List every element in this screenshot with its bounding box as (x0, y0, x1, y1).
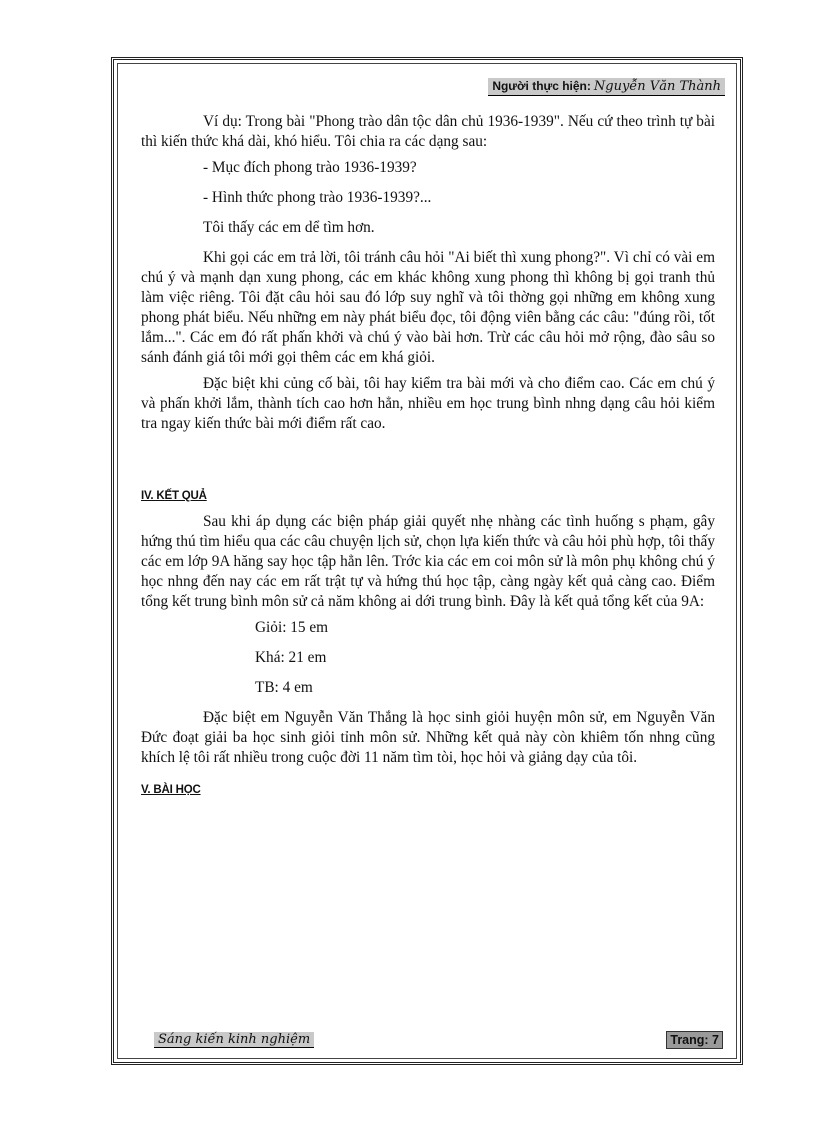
grade-line-average: TB: 4 em (255, 679, 313, 696)
list-item: Tôi thấy các em dể tìm hơn. (203, 219, 375, 236)
paragraph-achievements: Đặc biệt em Nguyễn Văn Thắng là học sinh giỏi huyện môn sử, em Nguyễn Văn Đức đoạt giải ba học sinh giỏi tỉnh môn sử. Những kết quả này còn khiêm tốn nhng cũng khích lệ tôi rất nhiều trong cuộc đời 11 năm tìm tòi, học hỏi và giảng dạy của tôi. (141, 709, 715, 766)
section-heading-results: IV. KẾT QUẢ (141, 490, 207, 502)
paragraph-review: Đặc biệt khi củng cố bài, tôi hay kiểm tra bài mới và cho điểm cao. Các em chú ý và phấn khởi lắm, thành tích cao hơn hẳn, nhiều em học trung bình nhng dạng câu hỏi kiểm tra ngay kiến thức bài mới điểm rất cao. (141, 375, 715, 432)
header-author: Nguyễn Văn Thành (593, 79, 721, 94)
paragraph-questioning: Khi gọi các em trả lời, tôi tránh câu hỏi "Ai biết thì xung phong?". Vì chỉ có vài em chú ý và mạnh dạn xung phong, các em khác không xung phong thì không bị gọi tranh thủ làm việc riêng. Tôi đặt câu hỏi sau đó lớp suy nghĩ và tôi thờng gọi những em không xung phong phát biểu. Nếu những em này phát biểu đọc, tôi động viên bằng các câu: "đúng rồi, tốt lắm...". Các em đó rất phấn khởi và chú ý vào bài hơn. Trừ các câu hỏi mở rộng, đào sâu so sánh đánh giá tôi mới gọi thêm các em khá giỏi. (141, 249, 715, 366)
document-body (141, 112, 715, 806)
footer-title: Sáng kiến kinh nghiệm (154, 1032, 314, 1048)
page-number: Trang: 7 (666, 1031, 723, 1049)
header-label: Người thực hiện: (492, 79, 591, 93)
grade-line-fair: Khá: 21 em (255, 649, 327, 666)
paragraph-example: Ví dụ: Trong bài "Phong trào dân tộc dân chủ 1936-1939". Nếu cứ theo trình tự bài thì kiến thức khá dài, khó hiểu. Tôi chia ra các dạng sau: (141, 113, 715, 150)
list-item: - Mục đích phong trào 1936-1939? (203, 159, 417, 176)
paragraph-results: Sau khi áp dụng các biện pháp giải quyết nhẹ nhàng các tình huống s phạm, gây hứng thú tìm hiểu qua các câu chuyện lịch sử, chọn lựa kiến thức và câu hỏi phù hợp, tôi thấy các em lớp 9A hăng say học tập hẳn lên. Trớc kia các em coi môn sử là môn phụ không chú ý học nhng đến nay các em rất trật tự và hứng thú học tập, càng ngày kết quả càng cao. Điểm tổng kết trung bình môn sử cả năm không ai dới trung bình. Đây là kết quả tổng kết của 9A: (141, 513, 715, 610)
section-heading-lessons: V. BÀI HỌC (141, 784, 201, 796)
list-item: - Hình thức phong trào 1936-1939?... (203, 189, 432, 206)
page-header (488, 78, 725, 96)
grade-line-good: Giỏi: 15 em (255, 619, 329, 636)
